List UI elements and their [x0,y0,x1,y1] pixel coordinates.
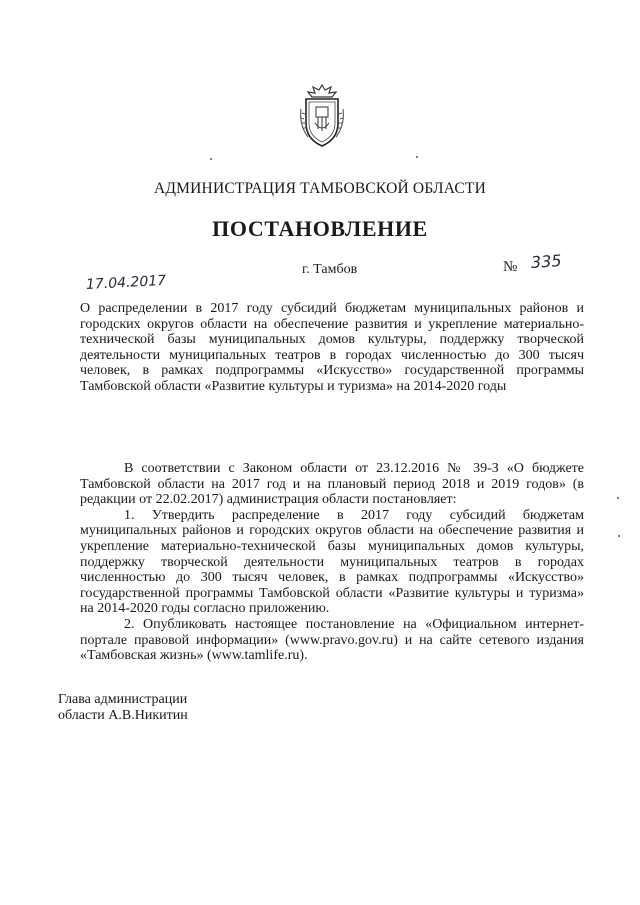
resolution-item-1: 1. Утвердить распределение в 2017 году субсидий бюджетам муниципальных районов и городских округов области на обеспечение развития и укрепление материально-технической базы муниципальных домов культуры, поддержку творческой деятельности муниципальных театров в городах численностью до 300 тысяч человек, в рамках подпрограммы «Искусство» государственной программы Тамбовской области «Развитие культуры и туризма» на 2014-2020 годы согласно приложению. [80,507,584,617]
resolution-title: О распределении в 2017 году субсидий бюджетам муниципальных районов и городских округов области на обеспечение развития и укрепление материально-технической базы муниципальных домов культуры, поддержку творческой деятельности муниципальных театров в городах численностью до 300 тысяч человек, в рамках подпрограммы «Искусство» государственной программы Тамбовской области «Развитие культуры и туризма» на 2014-2020 годы [80,301,584,394]
preamble-paragraph: В соответствии с Законом области от 23.12.2016 № 39-З «О бюджете Тамбовской области на 2017 год и на плановый период 2018 и 2019 годов» (в редакции от 22.02.2017) администрация области постановляет: [80,461,584,508]
scan-speck [618,535,620,537]
handwritten-date: 17.04.2017 [85,272,167,293]
document-type-heading: ПОСТАНОВЛЕНИЕ [212,216,428,241]
scan-speck [617,497,619,499]
resolution-item-2: 2. Опубликовать настоящее постановление на «Официальном интернет-портале правовой информации» (www.pravo.gov.ru) и на сайте сетевого издания «Тамбовская жизнь» (www.tamlife.ru). [80,616,584,664]
signature-block [58,692,188,724]
signature-name: области А.В.Никитин [58,708,188,723]
scan-speck [210,158,212,160]
document-number-label: № [503,259,518,275]
city-label: г. Тамбов [302,262,358,277]
scan-speck [416,156,418,158]
handwritten-document-number: 335 [530,250,563,273]
organization-name: АДМИНИСТРАЦИЯ ТАМБОВСКОЙ ОБЛАСТИ [154,180,486,197]
coat-of-arms-icon [298,83,346,149]
resolution-body [80,461,584,664]
signature-position: Глава администрации [58,692,188,707]
